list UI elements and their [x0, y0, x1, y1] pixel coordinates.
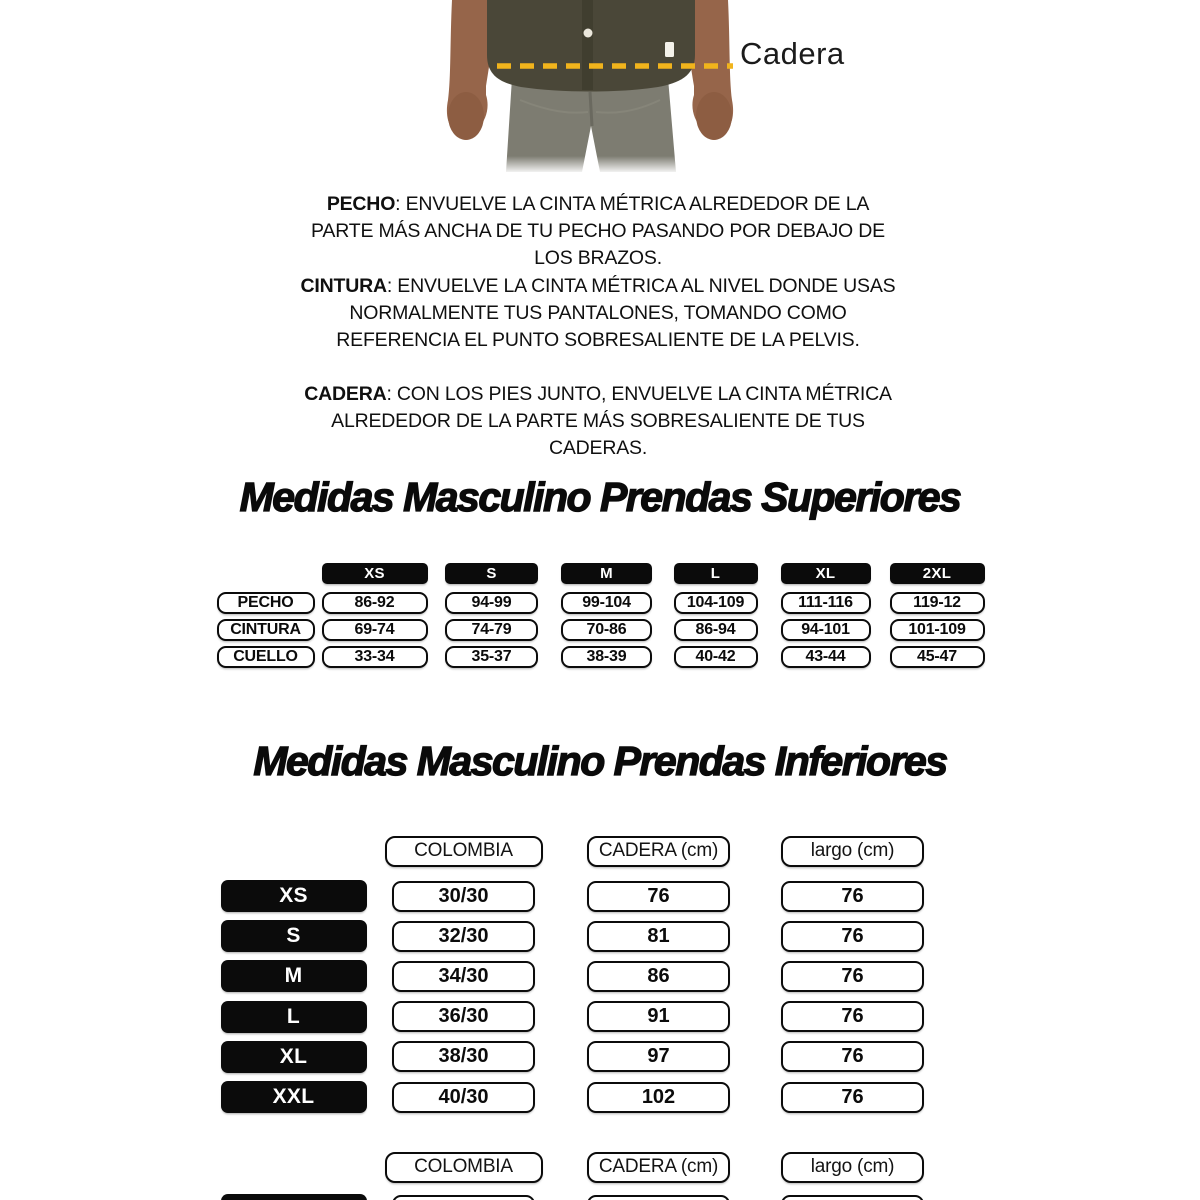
value-xs-cadera: 76: [587, 881, 730, 912]
value-l-cadera: 91: [587, 1001, 730, 1032]
value-cintura-m: 70-86: [561, 619, 652, 641]
value-cuello-xl: 43-44: [781, 646, 871, 668]
value-cuello-2xl: 45-47: [890, 646, 985, 668]
value-pecho-2xl: 119-12: [890, 592, 985, 614]
col-header-colombia: COLOMBIA: [385, 836, 543, 867]
col-header-colombia-2: COLOMBIA: [385, 1152, 543, 1183]
row-label-cintura: CINTURA: [217, 619, 315, 641]
size-header-2xl: 2XL: [890, 563, 985, 584]
value-s-cadera: 81: [587, 921, 730, 952]
heading-inferiores: Medidas Masculino Prendas Inferiores: [253, 738, 947, 784]
model-photo: [420, 0, 760, 172]
table-inferiores-2: [215, 1144, 943, 1200]
row-label-cuello: CUELLO: [217, 646, 315, 668]
instruction-pecho-term: PECHO: [326, 193, 396, 215]
size-header-l: L: [674, 563, 758, 584]
instruction-cintura-term: CINTURA: [300, 275, 387, 297]
col-header-cadera: CADERA (cm): [587, 836, 730, 867]
shirt: [487, 0, 695, 92]
value-cuello-m: 38-39: [561, 646, 652, 668]
row-size-partial: [221, 1194, 367, 1200]
model-photo-illustration: [420, 0, 760, 172]
value-xxl-cadera: 102: [587, 1082, 730, 1113]
value-m-colombia: 34/30: [392, 961, 535, 992]
value-pecho-xl: 111-116: [781, 592, 871, 614]
value-partial-cadera: [587, 1195, 730, 1200]
value-xxl-colombia: 40/30: [392, 1082, 535, 1113]
instruction-cadera-term: CADERA: [304, 383, 387, 405]
value-pecho-s: 94-99: [445, 592, 538, 614]
instruction-cadera-text: : CON LOS PIES JUNTO, ENVUELVE LA CINTA MÉTRICA ALREDEDOR DE LA PARTE MÁS SOBRESALIENTE DE TUS CADERAS.: [331, 383, 892, 459]
value-m-largo: 76: [781, 961, 924, 992]
value-xl-colombia: 38/30: [392, 1041, 535, 1072]
value-pecho-m: 99-104: [561, 592, 652, 614]
value-xs-colombia: 30/30: [392, 881, 535, 912]
instruction-pecho-text: : ENVUELVE LA CINTA MÉTRICA ALREDEDOR DE LA PARTE MÁS ANCHA DE TU PECHO PASANDO POR DEBAJO DE LOS BRAZOS.: [311, 193, 885, 269]
row-label-pecho: PECHO: [217, 592, 315, 614]
instruction-pecho: [298, 191, 898, 272]
value-s-colombia: 32/30: [392, 921, 535, 952]
value-cintura-xl: 94-101: [781, 619, 871, 641]
table-superiores: [214, 558, 992, 670]
value-l-colombia: 36/30: [392, 1001, 535, 1032]
hip-label: Cadera: [740, 36, 845, 71]
size-header-xs: XS: [322, 563, 428, 584]
value-m-cadera: 86: [587, 961, 730, 992]
value-cuello-l: 40-42: [674, 646, 758, 668]
value-pecho-l: 104-109: [674, 592, 758, 614]
row-size-l: L: [221, 1001, 367, 1033]
col-header-largo: largo (cm): [781, 836, 924, 867]
value-xs-largo: 76: [781, 881, 924, 912]
value-cintura-l: 86-94: [674, 619, 758, 641]
value-s-largo: 76: [781, 921, 924, 952]
instruction-cadera: [298, 381, 898, 462]
value-partial-largo: [781, 1195, 924, 1200]
row-size-xl: XL: [221, 1041, 367, 1073]
value-xl-largo: 76: [781, 1041, 924, 1072]
value-xl-cadera: 97: [587, 1041, 730, 1072]
col-header-largo-2: largo (cm): [781, 1152, 924, 1183]
value-partial-colombia: [392, 1195, 535, 1200]
instruction-cintura: [298, 273, 898, 354]
size-header-m: M: [561, 563, 652, 584]
heading-superiores: Medidas Masculino Prendas Superiores: [239, 474, 961, 520]
value-pecho-xs: 86-92: [322, 592, 428, 614]
value-cintura-xs: 69-74: [322, 619, 428, 641]
size-header-s: S: [445, 563, 538, 584]
jeans: [504, 78, 680, 172]
row-size-xs: XS: [221, 880, 367, 912]
instruction-cintura-text: : ENVUELVE LA CINTA MÉTRICA AL NIVEL DONDE USAS NORMALMENTE TUS PANTALONES, TOMANDO COMO REFERENCIA EL PUNTO SOBRESALIENTE DE LA PELVIS.: [336, 275, 896, 351]
value-cintura-s: 74-79: [445, 619, 538, 641]
value-cuello-s: 35-37: [445, 646, 538, 668]
value-cuello-xs: 33-34: [322, 646, 428, 668]
row-size-m: M: [221, 960, 367, 992]
value-l-largo: 76: [781, 1001, 924, 1032]
size-header-xl: XL: [781, 563, 871, 584]
value-xxl-largo: 76: [781, 1082, 924, 1113]
value-cintura-2xl: 101-109: [890, 619, 985, 641]
row-size-s: S: [221, 920, 367, 952]
table-inferiores: [215, 826, 943, 1117]
empty-corner: [215, 826, 372, 876]
empty-corner: [214, 558, 317, 589]
row-size-xxl: XXL: [221, 1081, 367, 1113]
col-header-cadera-2: CADERA (cm): [587, 1152, 730, 1183]
empty-corner: [215, 1144, 372, 1190]
